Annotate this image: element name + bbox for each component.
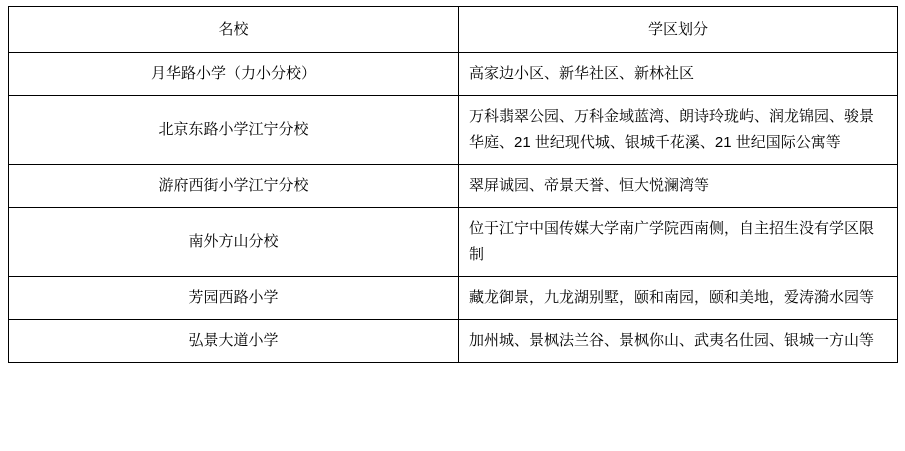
table-row [9, 53, 898, 96]
school-zone-cell: 高家边小区、新华社区、新林社区 [459, 53, 898, 96]
school-name-cell: 芳园西路小学 [9, 277, 459, 320]
school-zone-cell: 万科翡翠公园、万科金域蓝湾、朗诗玲珑屿、润龙锦园、骏景华庭、21 世纪现代城、银城千花溪、21 世纪国际公寓等 [459, 96, 898, 165]
school-name-cell: 月华路小学（力小分校） [9, 53, 459, 96]
table-row [9, 320, 898, 363]
school-zone-cell: 翠屏诚园、帝景天誉、恒大悦澜湾等 [459, 165, 898, 208]
table-row [9, 96, 898, 165]
school-name-cell: 游府西街小学江宁分校 [9, 165, 459, 208]
table-body [9, 7, 898, 363]
column-header-zone: 学区划分 [459, 7, 898, 53]
school-zone-cell: 藏龙御景，九龙湖别墅，颐和南园，颐和美地，爱涛漪水园等 [459, 277, 898, 320]
table-row [9, 277, 898, 320]
table-row [9, 208, 898, 277]
school-name-cell: 弘景大道小学 [9, 320, 459, 363]
school-name-cell: 北京东路小学江宁分校 [9, 96, 459, 165]
school-district-table [8, 6, 898, 363]
column-header-name: 名校 [9, 7, 459, 53]
table-row [9, 165, 898, 208]
school-name-cell: 南外方山分校 [9, 208, 459, 277]
school-zone-cell: 位于江宁中国传媒大学南广学院西南侧，自主招生没有学区限制 [459, 208, 898, 277]
school-zone-cell: 加州城、景枫法兰谷、景枫你山、武夷名仕园、银城一方山等 [459, 320, 898, 363]
table-header-row [9, 7, 898, 53]
